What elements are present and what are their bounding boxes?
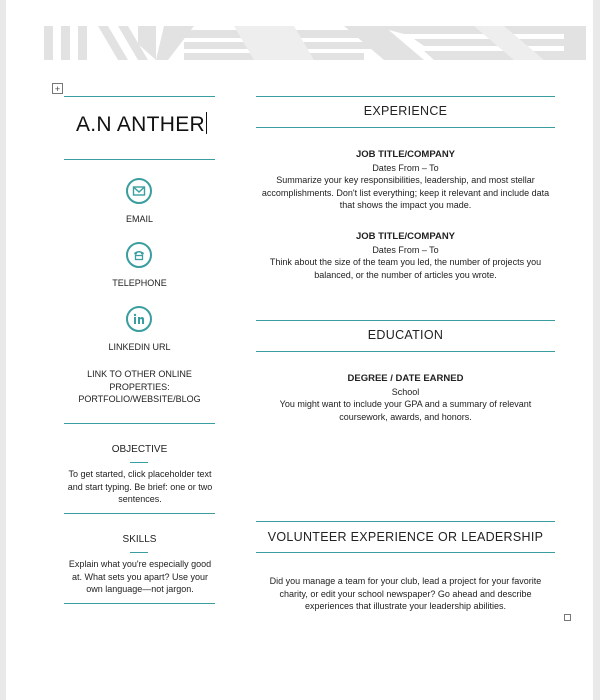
skills-line: at. What sets you apart? Use your <box>71 571 209 582</box>
divider <box>256 320 555 321</box>
objective-heading: OBJECTIVE <box>111 444 168 455</box>
volunteer-line: experiences that illustrate your leadership abilities. <box>304 601 507 611</box>
table-move-handle[interactable]: + <box>52 83 63 94</box>
objective-line: sentences. <box>118 494 162 504</box>
other-online-properties[interactable] <box>64 368 215 406</box>
job-description-line: balanced, or the number of articles you wrote. <box>314 269 497 280</box>
job-description-line: that shows the impact you made. <box>339 200 472 210</box>
divider <box>256 521 555 522</box>
linkedin-icon <box>126 306 152 332</box>
job-dates: Dates From – To <box>372 244 439 255</box>
job-title: JOB TITLE/COMPANY <box>355 149 456 160</box>
divider <box>64 159 215 160</box>
job-entry[interactable] <box>246 231 565 281</box>
objective-text[interactable] <box>60 468 220 506</box>
other-link-line: LINK TO OTHER ONLINE <box>87 369 192 379</box>
skills-line: own language—not jargon. <box>86 584 194 594</box>
job-description-line: accomplishments. Don't list everything; keep it relevant and include data <box>261 187 550 198</box>
resume-page <box>6 0 593 700</box>
volunteer-line: charity, or edit your school newspaper? Go ahead and describe <box>279 588 532 599</box>
job-entry[interactable] <box>246 149 565 212</box>
education-heading: EDUCATION <box>367 328 444 342</box>
skills-text[interactable] <box>60 558 220 596</box>
education-entry[interactable] <box>246 373 565 423</box>
divider <box>64 513 215 514</box>
divider <box>64 603 215 604</box>
job-dates: Dates From – To <box>372 162 439 173</box>
decorative-banner <box>44 22 586 62</box>
email-icon <box>126 178 152 204</box>
skills-line: Explain what you're especially good <box>68 559 212 569</box>
divider <box>256 552 555 553</box>
education-description-line: coursework, awards, and honors. <box>339 411 472 422</box>
objective-line: and start typing. Be brief: one or two <box>67 481 213 492</box>
name-text: A.N ANTHER <box>75 113 206 136</box>
volunteer-heading: VOLUNTEER EXPERIENCE OR LEADERSHIP <box>267 530 544 544</box>
skills-heading: SKILLS <box>122 534 157 545</box>
objective-line: To get started, click placeholder text <box>68 469 212 479</box>
job-title: JOB TITLE/COMPANY <box>355 231 456 242</box>
divider <box>64 423 215 424</box>
heading-underline <box>130 552 148 553</box>
telephone-label[interactable]: TELEPHONE <box>112 278 167 288</box>
text-cursor <box>206 112 207 134</box>
email-label[interactable]: EMAIL <box>125 214 153 224</box>
resume-name[interactable] <box>64 112 219 137</box>
experience-heading: EXPERIENCE <box>363 104 448 118</box>
other-link-line: PROPERTIES: <box>109 381 170 392</box>
job-description-line: Think about the size of the team you led, the number of projects you <box>269 257 542 267</box>
volunteer-text[interactable] <box>246 575 565 613</box>
job-description-line: Summarize your key responsibilities, leadership, and most stellar <box>276 175 535 185</box>
divider <box>256 351 555 352</box>
education-description-line: You might want to include your GPA and a summary of relevant <box>279 399 532 409</box>
heading-underline <box>130 462 148 463</box>
telephone-icon <box>126 242 152 268</box>
volunteer-line: Did you manage a team for your club, lead a project for your favorite <box>269 576 542 586</box>
divider <box>64 96 215 97</box>
degree-title: DEGREE / DATE EARNED <box>347 373 464 384</box>
resize-handle[interactable] <box>564 614 571 621</box>
other-link-line: PORTFOLIO/WEBSITE/BLOG <box>78 394 201 404</box>
school-name: School <box>391 386 420 397</box>
divider <box>256 127 555 128</box>
linkedin-url-label[interactable]: LINKEDIN URL <box>108 342 171 352</box>
divider <box>256 96 555 97</box>
